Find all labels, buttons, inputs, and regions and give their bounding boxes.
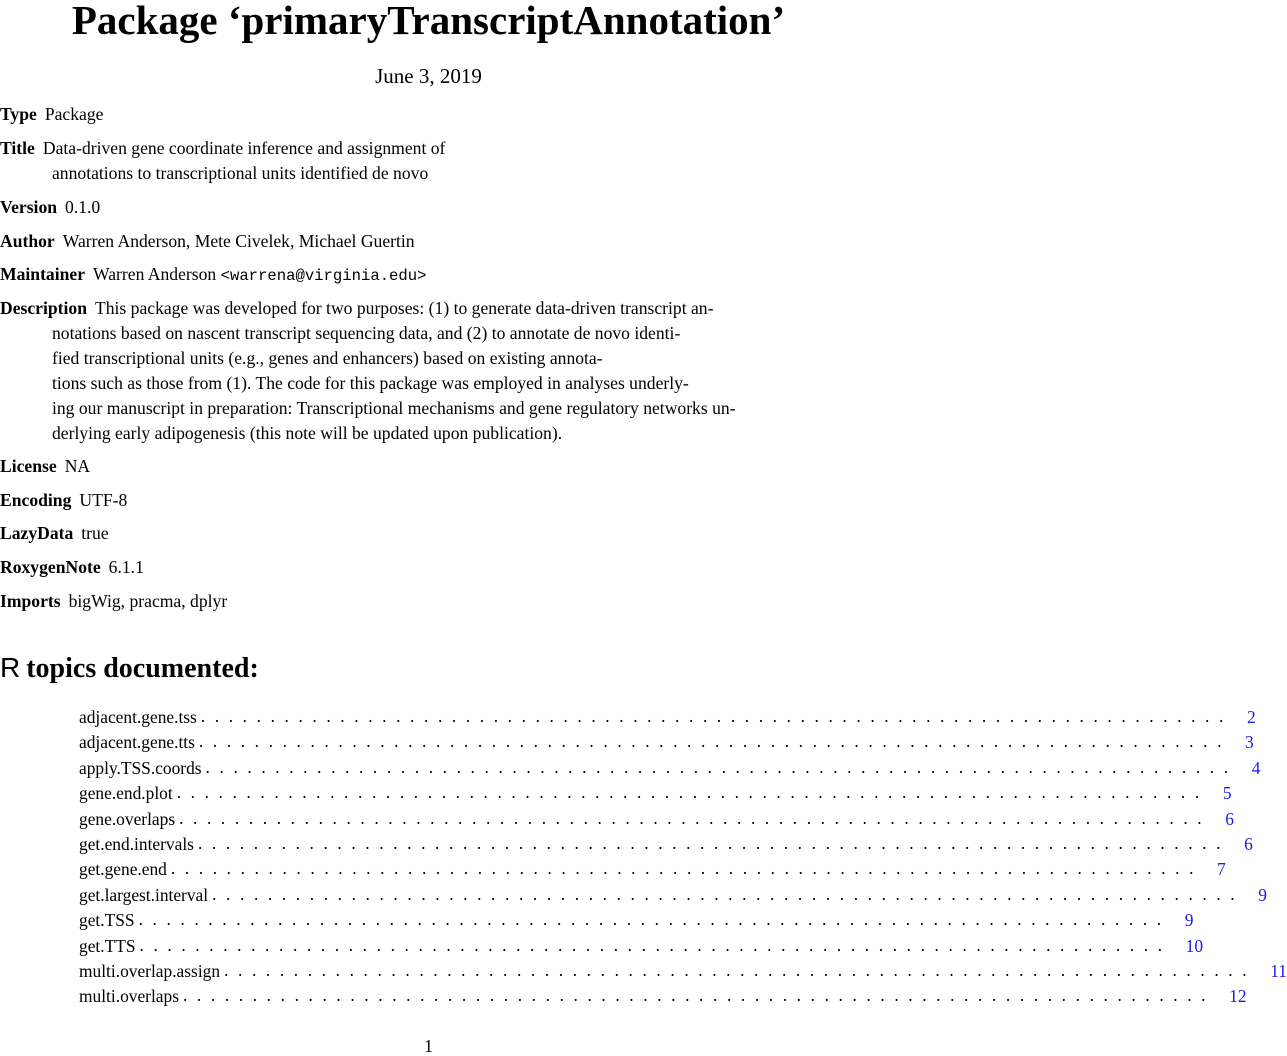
toc-leader-dots: .......................................................................... — [224, 959, 1257, 980]
toc-entry-name: adjacent.gene.tts — [79, 732, 195, 753]
toc-entry-name: get.largest.interval — [79, 884, 209, 905]
field-author-value: Warren Anderson, Mete Civelek, Michael Guertin — [62, 231, 415, 251]
page-number: 1 — [424, 1036, 433, 1056]
description-line-2: notations based on nascent transcript sequencing data, and (2) to annotate de novo identi- — [52, 323, 681, 343]
description-line-6: derlying early adipogenesis (this note will be updated upon publication). — [52, 423, 563, 443]
field-type-key: Type — [0, 104, 37, 124]
toc-page-link[interactable]: 11 — [1270, 960, 1287, 981]
field-encoding-key: Encoding — [0, 490, 72, 510]
field-author-key: Author — [0, 231, 55, 251]
toc-leader-dots: .......................................................................... — [170, 858, 1204, 879]
toc-heading — [0, 650, 259, 687]
description-line-1: This package was developed for two purposes: (1) to generate data-driven transcript an- — [94, 298, 714, 318]
toc-entry[interactable] — [79, 883, 1267, 910]
toc-page-link[interactable]: 9 — [1258, 884, 1267, 905]
field-lazydata-value: true — [81, 523, 109, 543]
field-version-key: Version — [0, 197, 58, 217]
field-maintainer — [0, 262, 426, 289]
field-title — [0, 136, 445, 186]
field-author — [0, 229, 415, 254]
toc-leader-dots: .......................................................................... — [198, 731, 1232, 752]
field-roxygennote-value: 6.1.1 — [108, 557, 144, 577]
toc-entry-name: gene.overlaps — [79, 808, 176, 829]
field-version-value: 0.1.0 — [65, 197, 101, 217]
description-line-3: fied transcriptional units (e.g., genes and enhancers) based on existing annota- — [52, 348, 603, 368]
toc-page-link[interactable]: 6 — [1244, 833, 1253, 854]
field-type — [0, 102, 103, 127]
toc-entry[interactable] — [79, 909, 1194, 935]
field-license — [0, 454, 90, 479]
toc-entry-name: adjacent.gene.tss — [79, 707, 197, 727]
toc-entry[interactable] — [79, 807, 1234, 834]
toc-leader-dots: .......................................................................... — [212, 883, 1245, 904]
field-version — [0, 195, 100, 220]
toc-entry[interactable] — [79, 731, 1254, 757]
toc-page-link[interactable]: 4 — [1251, 757, 1261, 778]
field-imports — [0, 589, 227, 614]
field-description — [0, 296, 736, 446]
toc-entry-name: get.TTS — [79, 935, 136, 956]
toc-leader-dots: .......................................................................... — [205, 756, 1238, 777]
package-date: June 3, 2019 — [375, 64, 482, 88]
field-encoding-value: UTF-8 — [79, 490, 128, 510]
field-lazydata-key: LazyData — [0, 523, 74, 543]
field-title-line-1: Data-driven gene coordinate inference and assignment of — [42, 138, 446, 158]
toc-entry-name: multi.overlap.assign — [79, 960, 221, 981]
toc-list — [79, 706, 1287, 1012]
toc-page-link[interactable]: 9 — [1184, 910, 1194, 931]
toc-leader-dots: .......................................................................... — [138, 909, 1171, 930]
maintainer-email[interactable]: <warrena@virginia.edu> — [220, 267, 427, 285]
toc-page-link[interactable]: 2 — [1246, 707, 1256, 727]
toc-heading-text: topics documented: — [26, 653, 259, 684]
field-lazydata — [0, 521, 109, 546]
toc-entry[interactable] — [79, 985, 1247, 1011]
field-license-value: NA — [64, 456, 91, 476]
field-imports-value: bigWig, pracma, dplyr — [68, 591, 228, 611]
field-type-value: Package — [44, 104, 104, 124]
toc-entry[interactable] — [79, 858, 1226, 884]
field-maintainer-key: Maintainer — [0, 264, 86, 284]
toc-entry[interactable] — [79, 959, 1287, 986]
toc-entry-name: gene.end.plot — [79, 783, 173, 804]
toc-entry-name: apply.TSS.coords — [79, 757, 202, 778]
field-maintainer-name: Warren Anderson — [93, 264, 217, 284]
toc-entry[interactable] — [79, 756, 1261, 783]
toc-page-link[interactable]: 7 — [1217, 859, 1226, 880]
toc-leader-dots: .......................................................................... — [179, 807, 1212, 828]
field-roxygennote — [0, 555, 144, 580]
package-title: Package ‘primaryTranscriptAnnotation’ — [71, 0, 786, 43]
field-title-key: Title — [0, 138, 35, 158]
toc-page-link[interactable]: 5 — [1222, 783, 1232, 804]
toc-entry[interactable] — [79, 782, 1232, 808]
field-license-key: License — [0, 456, 57, 476]
toc-leader-dots: .......................................................................... — [139, 934, 1172, 955]
toc-page-link[interactable]: 10 — [1185, 935, 1204, 956]
toc-page-link[interactable]: 3 — [1245, 732, 1254, 753]
toc-entry[interactable] — [79, 706, 1256, 732]
toc-entry-name: get.TSS — [79, 910, 135, 931]
description-line-4: tions such as those from (1). The code for this package was employed in analyses underly- — [52, 373, 689, 393]
field-title-line-2: annotations to transcriptional units identified de novo — [52, 163, 429, 183]
toc-leader-dots: .......................................................................... — [197, 832, 1231, 853]
toc-leader-dots: .......................................................................... — [200, 706, 1233, 726]
toc-entry-name: get.end.intervals — [79, 833, 194, 854]
toc-entry[interactable] — [79, 832, 1253, 859]
field-description-key: Description — [0, 298, 87, 318]
r-logo-glyph: R — [0, 652, 21, 683]
field-roxygennote-key: RoxygenNote — [0, 557, 101, 577]
field-encoding — [0, 488, 127, 513]
toc-entry[interactable] — [79, 934, 1204, 961]
toc-entry-name: multi.overlaps — [79, 986, 179, 1007]
toc-leader-dots: .......................................................................... — [182, 985, 1216, 1006]
field-imports-key: Imports — [0, 591, 61, 611]
description-line-5: ing our manuscript in preparation: Transcriptional mechanisms and gene regulatory networks un- — [52, 398, 736, 418]
toc-entry-name: get.gene.end — [79, 859, 167, 880]
toc-page-link[interactable]: 6 — [1225, 808, 1234, 829]
toc-page-link[interactable]: 12 — [1229, 986, 1247, 1007]
toc-leader-dots: .......................................................................... — [176, 782, 1209, 803]
